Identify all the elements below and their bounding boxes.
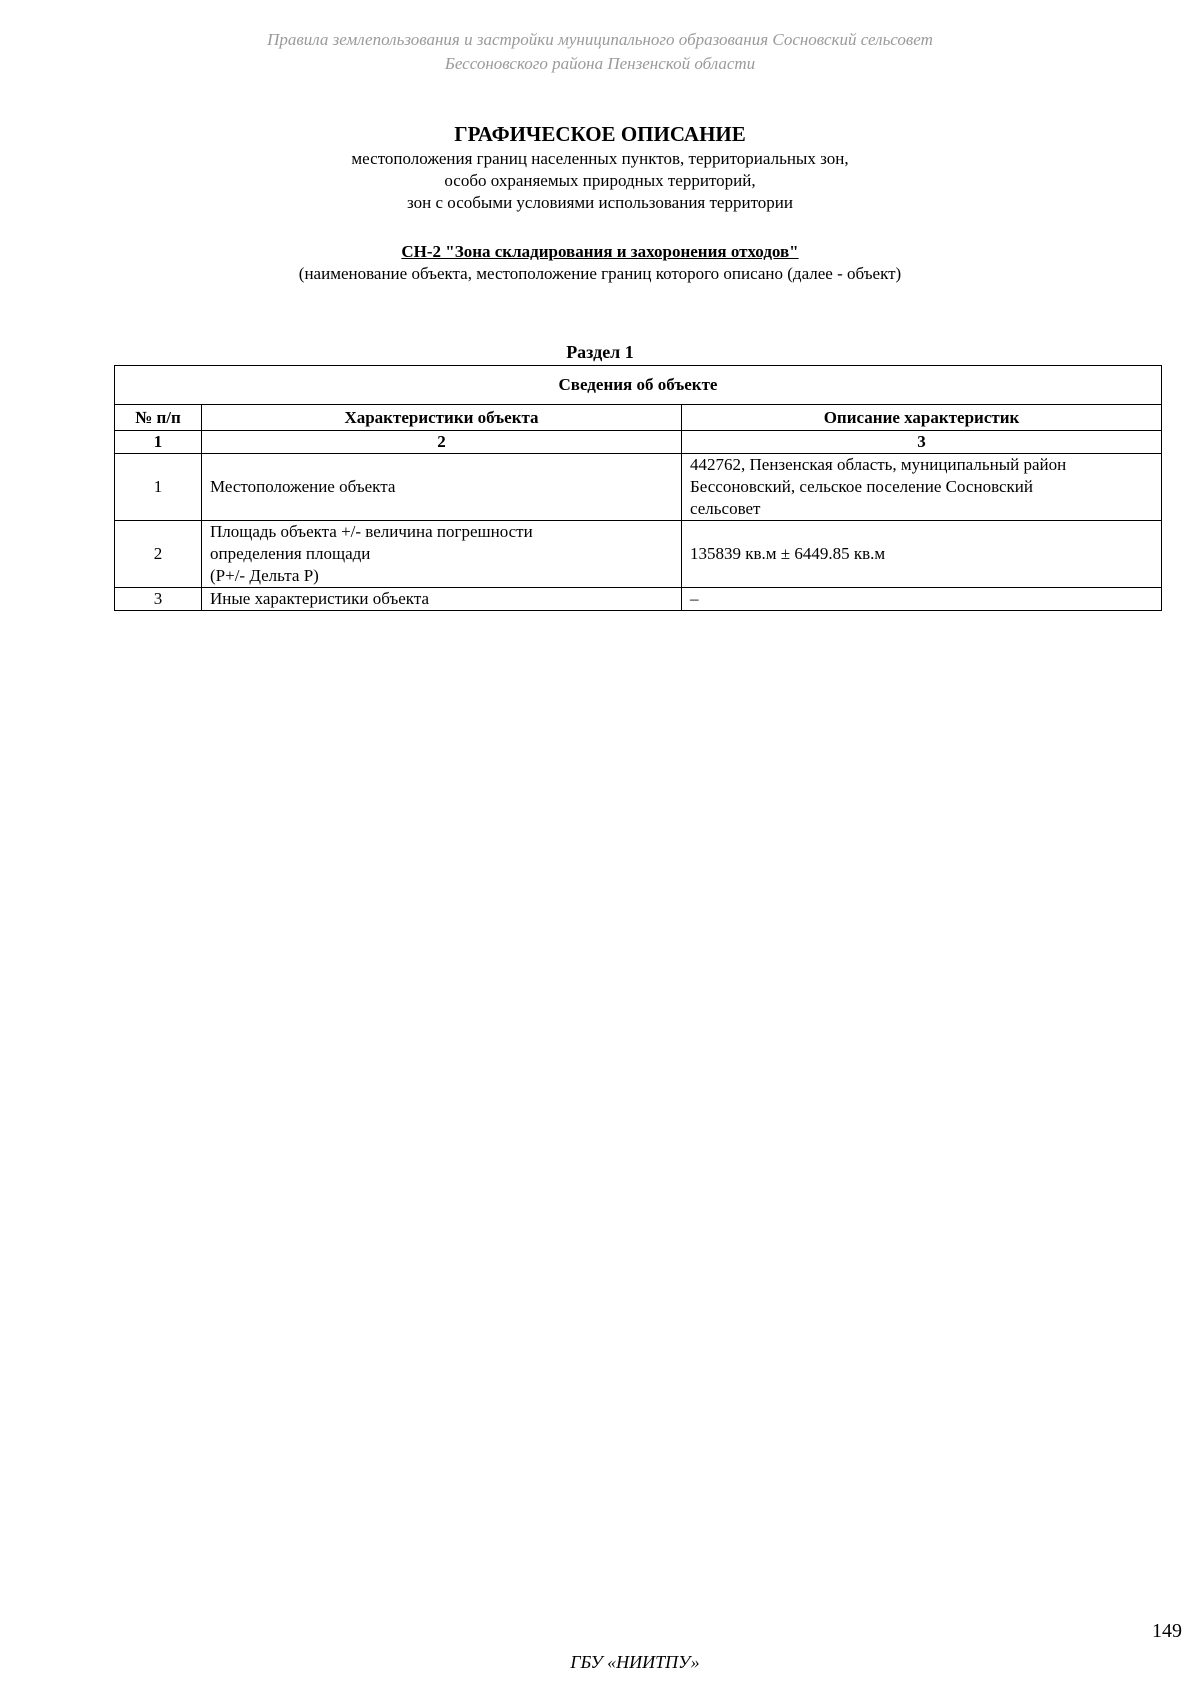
table-row [115, 588, 1162, 611]
page-number: 149 [1152, 1620, 1182, 1642]
column-index-2: 2 [202, 431, 682, 454]
table-row [115, 521, 1162, 588]
row-characteristic-line: (Р+/- Дельта Р) [210, 566, 319, 585]
row-description-line: 135839 кв.м ± 6449.85 кв.м [690, 544, 886, 563]
row-number: 3 [115, 588, 202, 611]
object-name: СН-2 "Зона складирования и захоронения отходов" [401, 242, 799, 261]
row-characteristic-line: определения площади [210, 544, 371, 563]
column-header-number: № п/п [115, 405, 202, 431]
table-row [115, 454, 1162, 521]
row-characteristic-line: Местоположение объекта [210, 477, 396, 496]
document-title: ГРАФИЧЕСКОЕ ОПИСАНИЕ [454, 122, 746, 146]
running-header-line-1: Правила землепользования и застройки муниципального образования Сосновский сельсовет [267, 30, 933, 49]
row-characteristic [202, 454, 682, 521]
subtitle-line-1: местоположения границ населенных пунктов, территориальных зон, [351, 149, 849, 168]
object-note: (наименование объекта, местоположение границ которого описано (далее - объект) [298, 264, 902, 283]
row-description [682, 521, 1162, 588]
column-index-3: 3 [682, 431, 1162, 454]
table-header-row [115, 405, 1162, 431]
row-characteristic-line: Площадь объекта +/- величина погрешности [210, 522, 533, 541]
row-description-line: Бессоновский, сельское поселение Сосновский [690, 477, 1033, 496]
section-label: Раздел 1 [566, 342, 634, 362]
table-index-row [115, 431, 1162, 454]
running-header [0, 28, 1200, 76]
row-number: 2 [115, 521, 202, 588]
row-description [682, 588, 1162, 611]
row-description-line: сельсовет [690, 499, 761, 518]
subtitle-line-3: зон с особыми условиями использования территории [407, 193, 793, 212]
row-description-line: – [690, 589, 699, 608]
table-caption: Сведения об объекте [115, 366, 1162, 405]
row-characteristic [202, 588, 682, 611]
subtitle-line-2: особо охраняемых природных территорий, [444, 171, 756, 190]
running-header-line-2: Бессоновского района Пензенской области [444, 54, 756, 73]
column-header-characteristic: Характеристики объекта [202, 405, 682, 431]
column-header-description: Описание характеристик [682, 405, 1162, 431]
row-description [682, 454, 1162, 521]
table-caption-row [115, 366, 1162, 405]
object-info-table [114, 365, 1162, 611]
row-characteristic [202, 521, 682, 588]
row-number: 1 [115, 454, 202, 521]
row-characteristic-line: Иные характеристики объекта [210, 589, 430, 608]
title-block [0, 120, 1200, 214]
row-description-line: 442762, Пензенская область, муниципальный район [690, 455, 1067, 474]
footer-organization: ГБУ «НИИТПУ» [570, 1652, 700, 1672]
column-index-1: 1 [115, 431, 202, 454]
object-name-block [0, 241, 1200, 285]
